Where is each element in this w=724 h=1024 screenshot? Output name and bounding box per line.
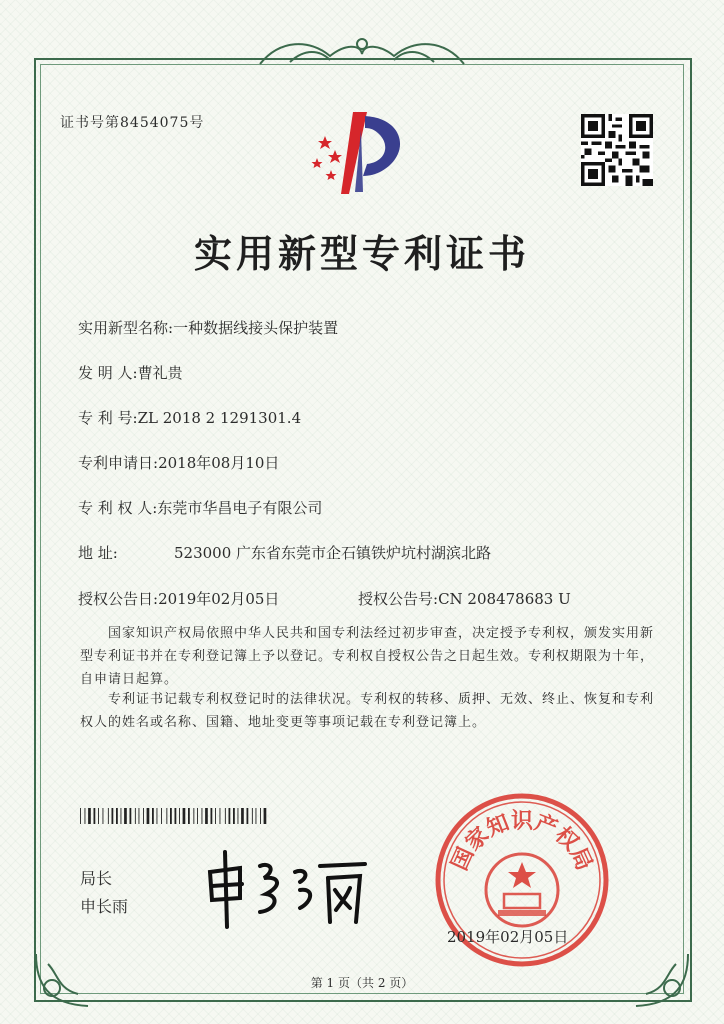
field-address — [78, 542, 491, 563]
seal-text: 国家知识产权局 — [446, 808, 598, 875]
director-name: 申长雨 — [80, 897, 129, 916]
director-signature-icon — [200, 842, 370, 932]
field-name-label: 实用新型名称: — [78, 319, 174, 337]
field-grant-date-label: 授权公告日: — [78, 590, 159, 608]
top-ornament-icon — [250, 34, 474, 72]
field-patent-no — [78, 407, 301, 428]
field-inventor-value: 曹礼贵 — [137, 364, 183, 382]
field-inventor — [78, 362, 183, 383]
field-grant-no-value: CN 208478683 U — [438, 590, 571, 608]
field-address-label: 地 址: — [78, 544, 118, 562]
director-title: 局长 — [80, 869, 113, 888]
field-patent-no-value: ZL 2018 2 1291301.4 — [137, 409, 302, 427]
field-filing-date-value: 2018年08月10日 — [158, 454, 280, 472]
field-patentee — [78, 497, 322, 518]
field-patent-no-label: 专 利 号: — [78, 409, 138, 427]
certificate-number: 证书号第8454075号 — [60, 115, 205, 131]
page-number: 第 1 页（共 2 页） — [310, 976, 414, 990]
seal-date: 2019年02月05日 — [447, 928, 569, 946]
field-grant-date-value: 2019年02月05日 — [158, 590, 280, 608]
field-patentee-value: 东莞市华昌电子有限公司 — [157, 499, 323, 517]
field-grant-no-label: 授权公告号: — [358, 590, 439, 608]
field-inventor-label: 发 明 人: — [78, 364, 138, 382]
field-filing-date-label: 专利申请日: — [78, 454, 159, 472]
certificate-title: 实用新型专利证书 — [193, 231, 530, 276]
paragraph-grant-decision: 国家知识产权局依照中华人民共和国专利法经过初步审查，决定授予专利权，颁发实用新型专利证书并在专利登记簿上予以登记。专利权自授权公告之日起生效。专利权期限为十年，自申请日起算。 — [80, 626, 655, 687]
field-patentee-label: 专 利 权 人: — [78, 499, 158, 517]
paragraph-legal-status: 专利证书记载专利权登记时的法律状况。专利权的转移、质押、无效、终止、恢复和专利权人的姓名或名称、国籍、地址变更等事项记载在专利登记簿上。 — [80, 692, 655, 730]
barcode-icon — [80, 808, 270, 824]
field-address-value: 523000 广东省东莞市企石镇铁炉坑村湖滨北路 — [174, 544, 492, 562]
field-name — [78, 317, 338, 338]
patent-office-emblem-icon — [305, 106, 415, 196]
field-filing-date — [78, 452, 279, 473]
qr-code-icon[interactable] — [581, 114, 653, 186]
field-grant-no — [358, 588, 571, 609]
field-grant-date — [78, 588, 279, 609]
field-name-value: 一种数据线接头保护装置 — [173, 319, 339, 337]
